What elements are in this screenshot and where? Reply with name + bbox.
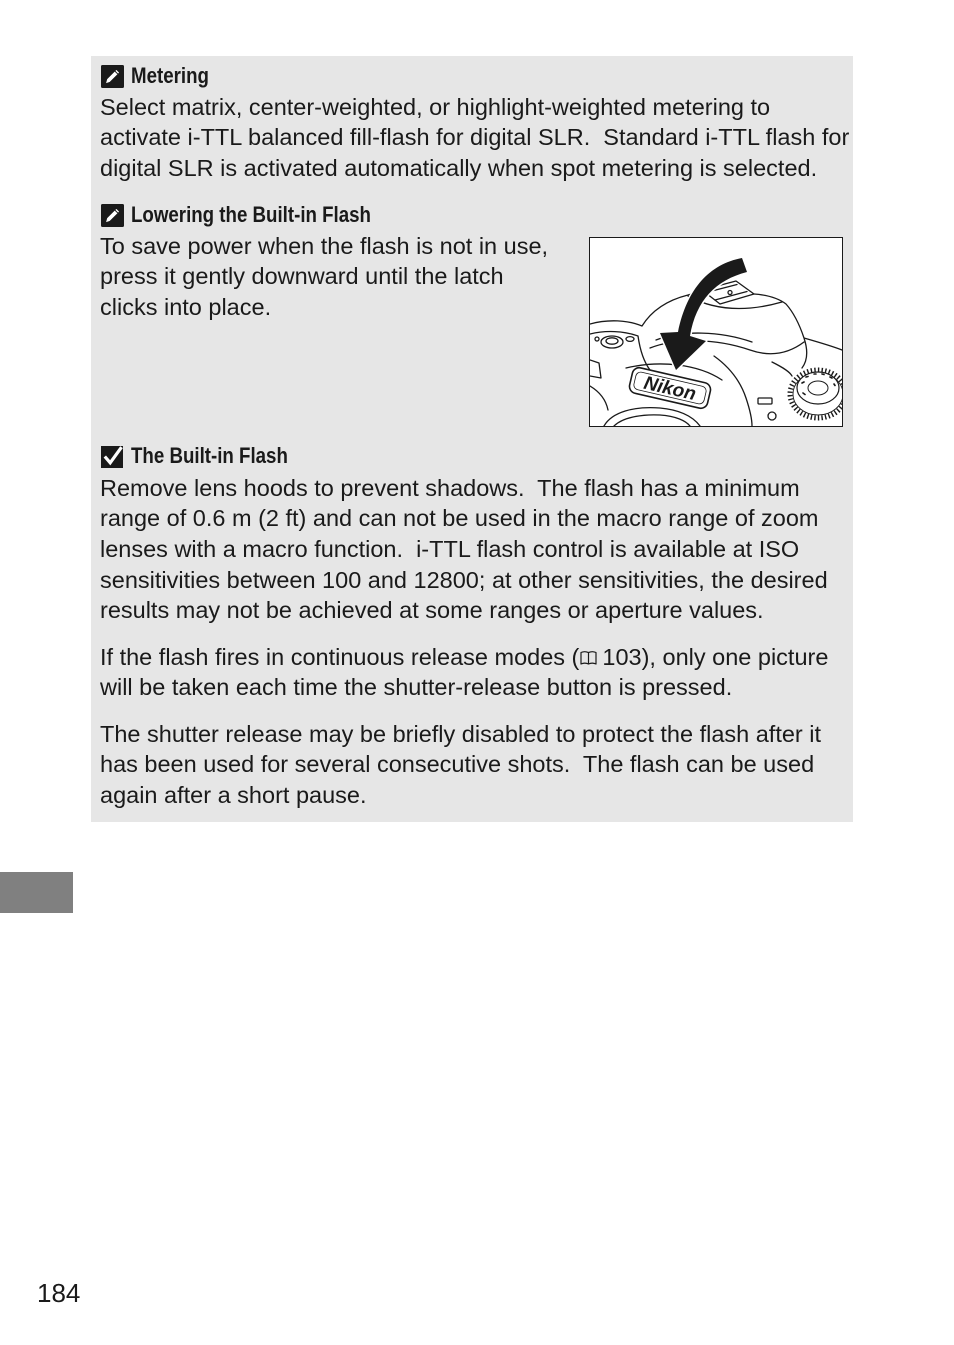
continuous-release-text-end: ), only one picture [641,643,829,670]
builtin-flash-paragraph-1 [100,473,828,626]
nikon-badge-text: Nikon [641,372,698,406]
lowering-flash-text-line: press it gently downward until the latch [100,263,504,290]
builtin-flash-text-line: has been used for several consecutive shots. The flash can be used [100,751,815,778]
metering-text-line: digital SLR is activated automatically when spot metering is selected. [100,155,818,182]
continuous-release-text: If the flash fires in continuous release modes ( [100,643,580,670]
mode-dial-top [797,372,839,404]
builtin-flash-heading [101,444,316,468]
builtin-flash-text-line-with-reference [100,642,828,673]
builtin-flash-text-line: Remove lens hoods to prevent shadows. The flash has a minimum [100,474,800,501]
body-screw [595,337,599,341]
book-reference-icon-pages [581,651,596,663]
builtin-flash-text-line: range of 0.6 m (2 ft) and can not be used in the macro range of zoom [100,505,819,532]
curved-down-arrow-icon [660,258,747,370]
book-reference-icon [580,650,597,665]
builtin-flash-text-line: results may not be achieved at some ranges or aperture values. [100,597,764,624]
mode-dial [790,370,842,418]
builtin-flash-text-line: will be taken each time the shutter-release button is pressed. [100,674,733,701]
model-label [758,398,772,404]
builtin-flash-paragraph-3 [100,719,821,811]
metering-heading [101,64,223,88]
builtin-flash-text-line: lenses with a macro function. i-TTL flash control is available at ISO [100,536,800,563]
pencil-note-icon [101,65,124,88]
chapter-tab [0,872,73,913]
metering-text-line: Select matrix, center-weighted, or highlight-weighted metering to [100,93,771,120]
lowering-flash-text-line: To save power when the flash is not in use, [100,232,549,259]
lowering-flash-heading [101,203,413,227]
page-reference-link[interactable]: 103 [602,643,642,670]
camera-drawing [590,238,842,426]
builtin-flash-text-line: again after a short pause. [100,782,367,809]
metering-text-line: activate i-TTL balanced fill-flash for digital SLR. Standard i-TTL flash for [100,124,850,151]
lowering-flash-body [100,231,548,323]
metering-body [100,92,849,184]
metering-title: Metering [131,63,209,88]
shutter-release-button [606,338,618,344]
camera-flash-lowering-illustration [589,237,843,427]
lowering-flash-title: Lowering the Built-in Flash [131,202,371,227]
pencil-note-icon [101,204,124,227]
builtin-flash-paragraph-2 [100,642,828,703]
notes-panel [91,56,853,822]
nikon-badge [628,366,712,409]
builtin-flash-title: The Built-in Flash [131,443,288,468]
lowering-flash-text-line: clicks into place. [100,294,272,321]
builtin-flash-text-line: The shutter release may be briefly disabled to protect the flash after it [100,720,822,747]
top-button [626,337,634,342]
lens-mount [604,408,700,426]
page-number: 184 [37,1278,81,1308]
check-caution-icon [101,445,124,468]
front-button [768,412,776,420]
builtin-flash-text-line: sensitivities between 100 and 12800; at other sensitivities, the desired [100,566,828,593]
